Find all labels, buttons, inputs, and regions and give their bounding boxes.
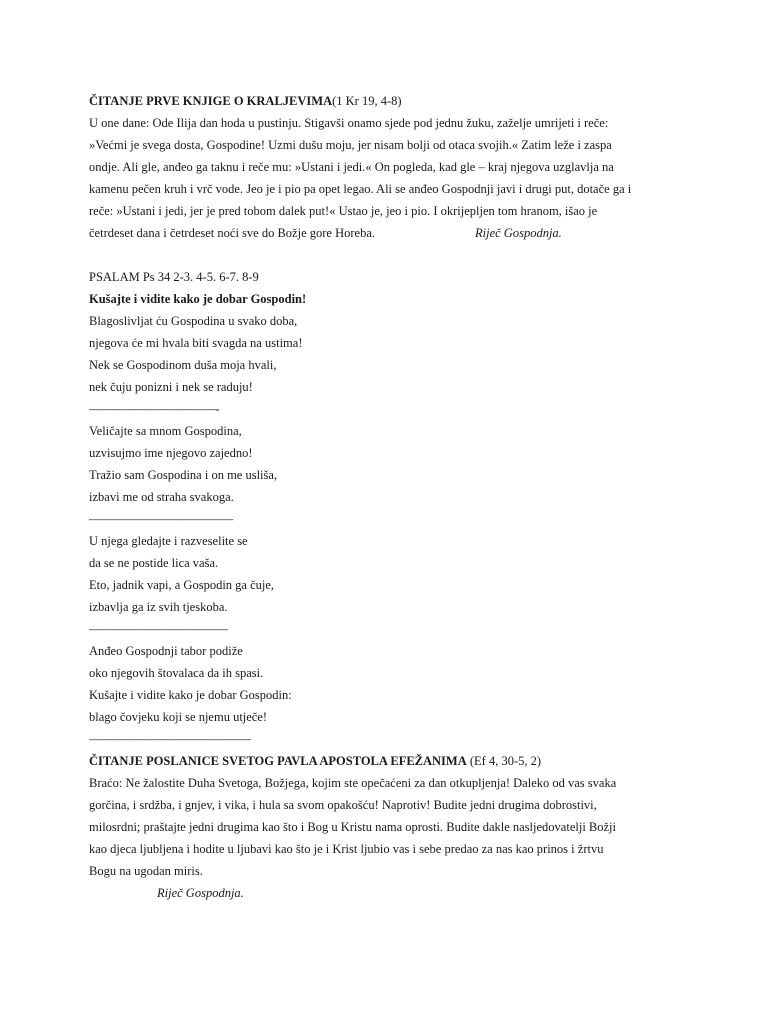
reading2-line: Braćo: Ne žalostite Duha Svetoga, Božjega, kojim ste opečaćeni za dan otkupljenja! Daleko od vas svaka	[89, 776, 617, 790]
stanza-separator: ———————————-	[89, 402, 219, 416]
reading2-closing: Riječ Gospodnja.	[157, 886, 244, 900]
psalm-verse: izbavlja ga iz svih tjeskoba.	[89, 600, 228, 614]
reading1-closing: Riječ Gospodnja.	[475, 226, 562, 240]
psalm-verse: da se ne postide lica vaša.	[89, 556, 219, 570]
psalm-verse: uzvisujmo ime njegovo zajedno!	[89, 446, 253, 460]
psalm-verse: U njega gledajte i razveselite se	[89, 534, 248, 548]
reading1-line: U one dane: Ode Ilija dan hoda u pustinju. Stigavši onamo sjede pod jednu žuku, zaželje umrijeti i reče:	[89, 116, 609, 130]
reading1-title	[89, 90, 689, 112]
psalm-heading: PSALAM Ps 34 2-3. 4-5. 6-7. 8-9	[89, 270, 259, 284]
psalm-verse: izbavi me od straha svakoga.	[89, 490, 234, 504]
psalm-verse: Kušajte i vidite kako je dobar Gospodin:	[89, 688, 292, 702]
reading1-line: ondje. Ali gle, anđeo ga taknu i reče mu: »Ustani i jedi.« On pogleda, kad gle – kraj njegova uzglavlja na	[89, 160, 614, 174]
psalm-verse: Anđeo Gospodnji tabor podiže	[89, 644, 243, 658]
psalm-verse: Blagoslivljat ću Gospodina u svako doba,	[89, 314, 298, 328]
stanza-separator: ————————————–	[89, 512, 233, 526]
reading2-line: Bogu na ugodan miris.	[89, 864, 203, 878]
reading1-line: kamenu pečen kruh i vrč vode. Jeo je i pio pa opet legao. Ali se anđeo Gospodnji javi i drugi put, dotače ga i	[89, 182, 632, 196]
stanza-separator: ——————————————	[89, 732, 250, 746]
reading1-reference: (1 Kr 19, 4-8)	[332, 94, 402, 108]
reading1-line: reče: »Ustani i jedi, jer je pred tobom dalek put!« Ustao je, jeo i pio. I okrijepljen tom hranom, išao je	[89, 204, 598, 218]
reading1-line: »Većmi je svega dosta, Gospodine! Uzmi dušu moju, jer nisam bolji od otaca svojih.« Zatim leže i zaspa	[89, 138, 612, 152]
psalm-verse: Nek se Gospodinom duša moja hvali,	[89, 358, 277, 372]
psalm-refrain: Kušajte i vidite kako je dobar Gospodin!	[89, 292, 307, 306]
psalm-verse: njegova će mi hvala biti svagda na ustima!	[89, 336, 303, 350]
psalm-verse: Eto, jadnik vapi, a Gospodin ga čuje,	[89, 578, 275, 592]
reading1-line: četrdeset dana i četrdeset noći sve do Božje gore Horeba.	[89, 226, 375, 240]
reading2-line: kao djeca ljubljena i hodite u ljubavi kao što je i Krist ljubio vas i sebe predao za nas kao prinos i žrtvu	[89, 842, 604, 856]
psalm-verse: nek čuju ponizni i nek se raduju!	[89, 380, 253, 394]
reading2-title	[89, 750, 689, 772]
reading2-reference: (Ef 4, 30-5, 2)	[466, 754, 542, 768]
reading2-line: gorčina, i srdžba, i gnjev, i vika, i hula sa svom opakošću! Naprotiv! Budite jedni drugima dobrostivi,	[89, 798, 597, 812]
reading1-last-line	[89, 222, 689, 244]
psalm-verse: blago čovjeku koji se njemu utječe!	[89, 710, 268, 724]
reading2-heading: ČITANJE POSLANICE SVETOG PAVLA APOSTOLA EFEŽANIMA	[89, 754, 467, 768]
psalm-verse: Veličajte sa mnom Gospodina,	[89, 424, 242, 438]
document-page	[89, 90, 689, 904]
stanza-separator: ————————————	[89, 622, 227, 636]
reading1-heading: ČITANJE PRVE KNJIGE O KRALJEVIMA	[89, 94, 333, 108]
reading2-line: milosrdni; praštajte jedni drugima kao što i Bog u Kristu nama oprosti. Budite dakle nasljedovatelji Božji	[89, 820, 616, 834]
psalm-verse: Tražio sam Gospodina i on me usliša,	[89, 468, 278, 482]
psalm-verse: oko njegovih štovalaca da ih spasi.	[89, 666, 264, 680]
